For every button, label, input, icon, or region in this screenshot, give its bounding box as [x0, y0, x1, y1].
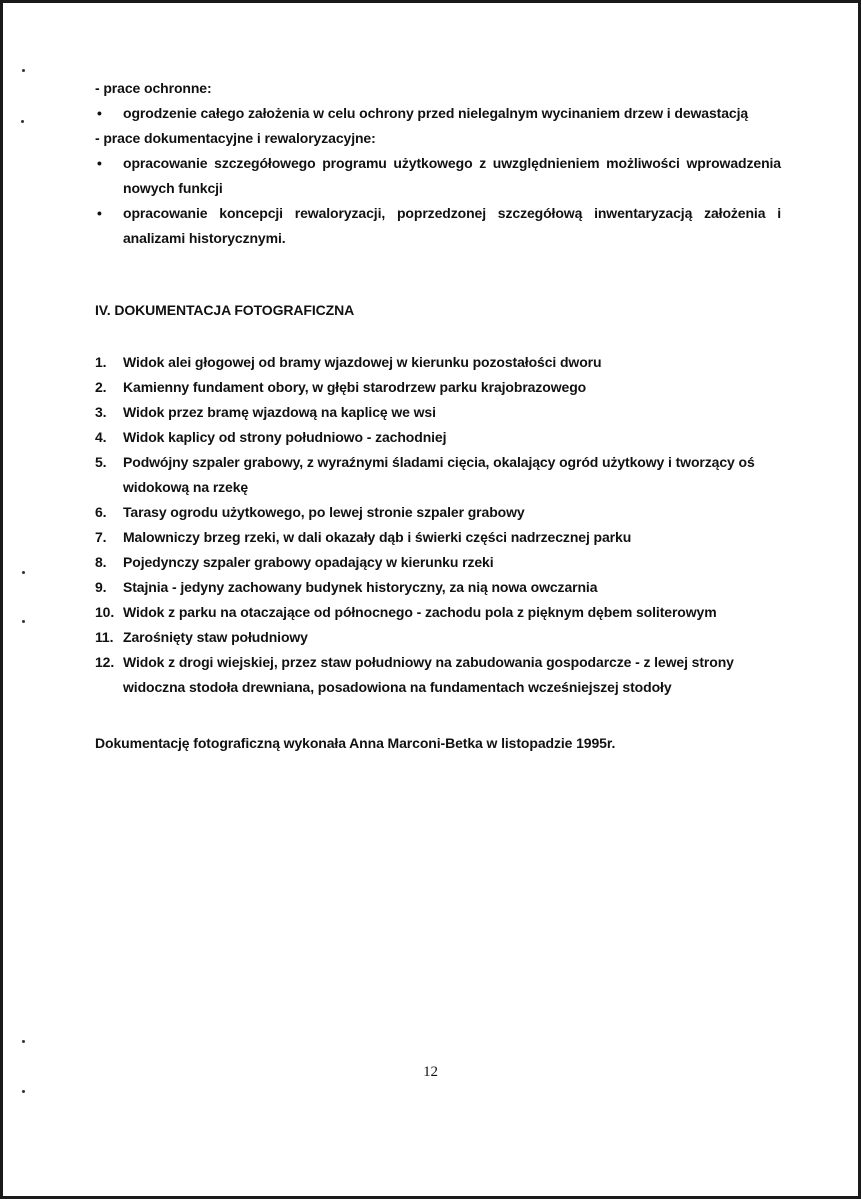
scan-speck [22, 620, 25, 623]
bullet-icon: • [97, 155, 102, 171]
documentation-list [95, 151, 781, 251]
photo-list-item [95, 425, 781, 450]
item-number: 1. [95, 354, 107, 370]
list-item [95, 151, 781, 201]
photo-list-item [95, 350, 781, 375]
photo-list-item [95, 550, 781, 575]
protective-list [95, 101, 781, 126]
scan-speck [22, 1040, 25, 1043]
item-number: 10. [95, 604, 115, 620]
section-documentation-label: - prace dokumentacyjne i rewaloryzacyjne: [95, 130, 376, 146]
photo-list-item [95, 375, 781, 400]
item-text: Malowniczy brzeg rzeki, w dali okazały dąb i świerki części nadrzecznej parku [123, 529, 632, 545]
photo-list-item [95, 625, 781, 650]
item-text: Pojedynczy szpaler grabowy opadający w kierunku rzeki [123, 554, 494, 570]
photo-list-item [95, 450, 781, 500]
scan-speck [22, 69, 25, 72]
item-text: Kamienny fundament obory, w głębi starodrzew parku krajobrazowego [123, 379, 587, 395]
section-heading: IV. DOKUMENTACJA FOTOGRAFICZNA [95, 302, 355, 318]
photo-list-item [95, 400, 781, 425]
item-text: Podwójny szpaler grabowy, z wyraźnymi śladami cięcia, okalający ogród użytkowy i tworzący oś widokową na rzekę [123, 454, 755, 495]
item-number: 4. [95, 429, 107, 445]
list-item-text: opracowanie koncepcji rewaloryzacji, poprzedzonej szczegółową inwentaryzacją założenia i analizami historycznymi. [123, 205, 781, 246]
item-text: Stajnia - jedyny zachowany budynek historyczny, za nią nowa owczarnia [123, 579, 598, 595]
item-number: 2. [95, 379, 107, 395]
scan-speck [21, 120, 24, 123]
item-number: 6. [95, 504, 107, 520]
list-item [95, 101, 781, 126]
item-number: 7. [95, 529, 107, 545]
item-number: 3. [95, 404, 107, 420]
item-number: 5. [95, 454, 107, 470]
item-number: 12. [95, 654, 115, 670]
photo-list-item [95, 650, 781, 700]
photo-credit: Dokumentację fotograficzną wykonała Anna Marconi-Betka w listopadzie 1995r. [95, 735, 616, 751]
item-text: Widok przez bramę wjazdową na kaplicę we wsi [123, 404, 436, 420]
item-text: Widok z parku na otaczające od północnego - zachodu pola z pięknym dębem soliterowym [123, 604, 717, 620]
item-text: Tarasy ogrodu użytkowego, po lewej stronie szpaler grabowy [123, 504, 525, 520]
item-text: Widok kaplicy od strony południowo - zachodniej [123, 429, 447, 445]
photo-list-item [95, 600, 781, 625]
photo-list-item [95, 500, 781, 525]
item-number: 9. [95, 579, 107, 595]
photo-list [95, 350, 781, 700]
item-text: Widok alei głogowej od bramy wjazdowej w kierunku pozostałości dworu [123, 354, 602, 370]
section-protective-label: - prace ochronne: [95, 80, 212, 96]
page-number: 12 [423, 1064, 438, 1080]
scan-speck [22, 571, 25, 574]
item-number: 11. [95, 629, 114, 645]
photo-list-item [95, 575, 781, 600]
document-body [95, 76, 781, 770]
item-text: Zarośnięty staw południowy [123, 629, 308, 645]
item-text: Widok z drogi wiejskiej, przez staw południowy na zabudowania gospodarcze - z lewej strony widoczna stodoła drewniana, posadowiona na fundamentach wcześniejszej stodoły [123, 654, 734, 695]
list-item [95, 201, 781, 251]
photo-list-item [95, 525, 781, 550]
bullet-icon: • [97, 205, 102, 221]
bullet-icon: • [97, 105, 102, 121]
item-number: 8. [95, 554, 107, 570]
scan-speck [22, 1090, 25, 1093]
list-item-text: ogrodzenie całego założenia w celu ochrony przed nielegalnym wycinaniem drzew i dewastacją [123, 105, 749, 121]
list-item-text: opracowanie szczegółowego programu użytkowego z uwzględnieniem możliwości wprowadzenia nowych funkcji [123, 155, 781, 196]
